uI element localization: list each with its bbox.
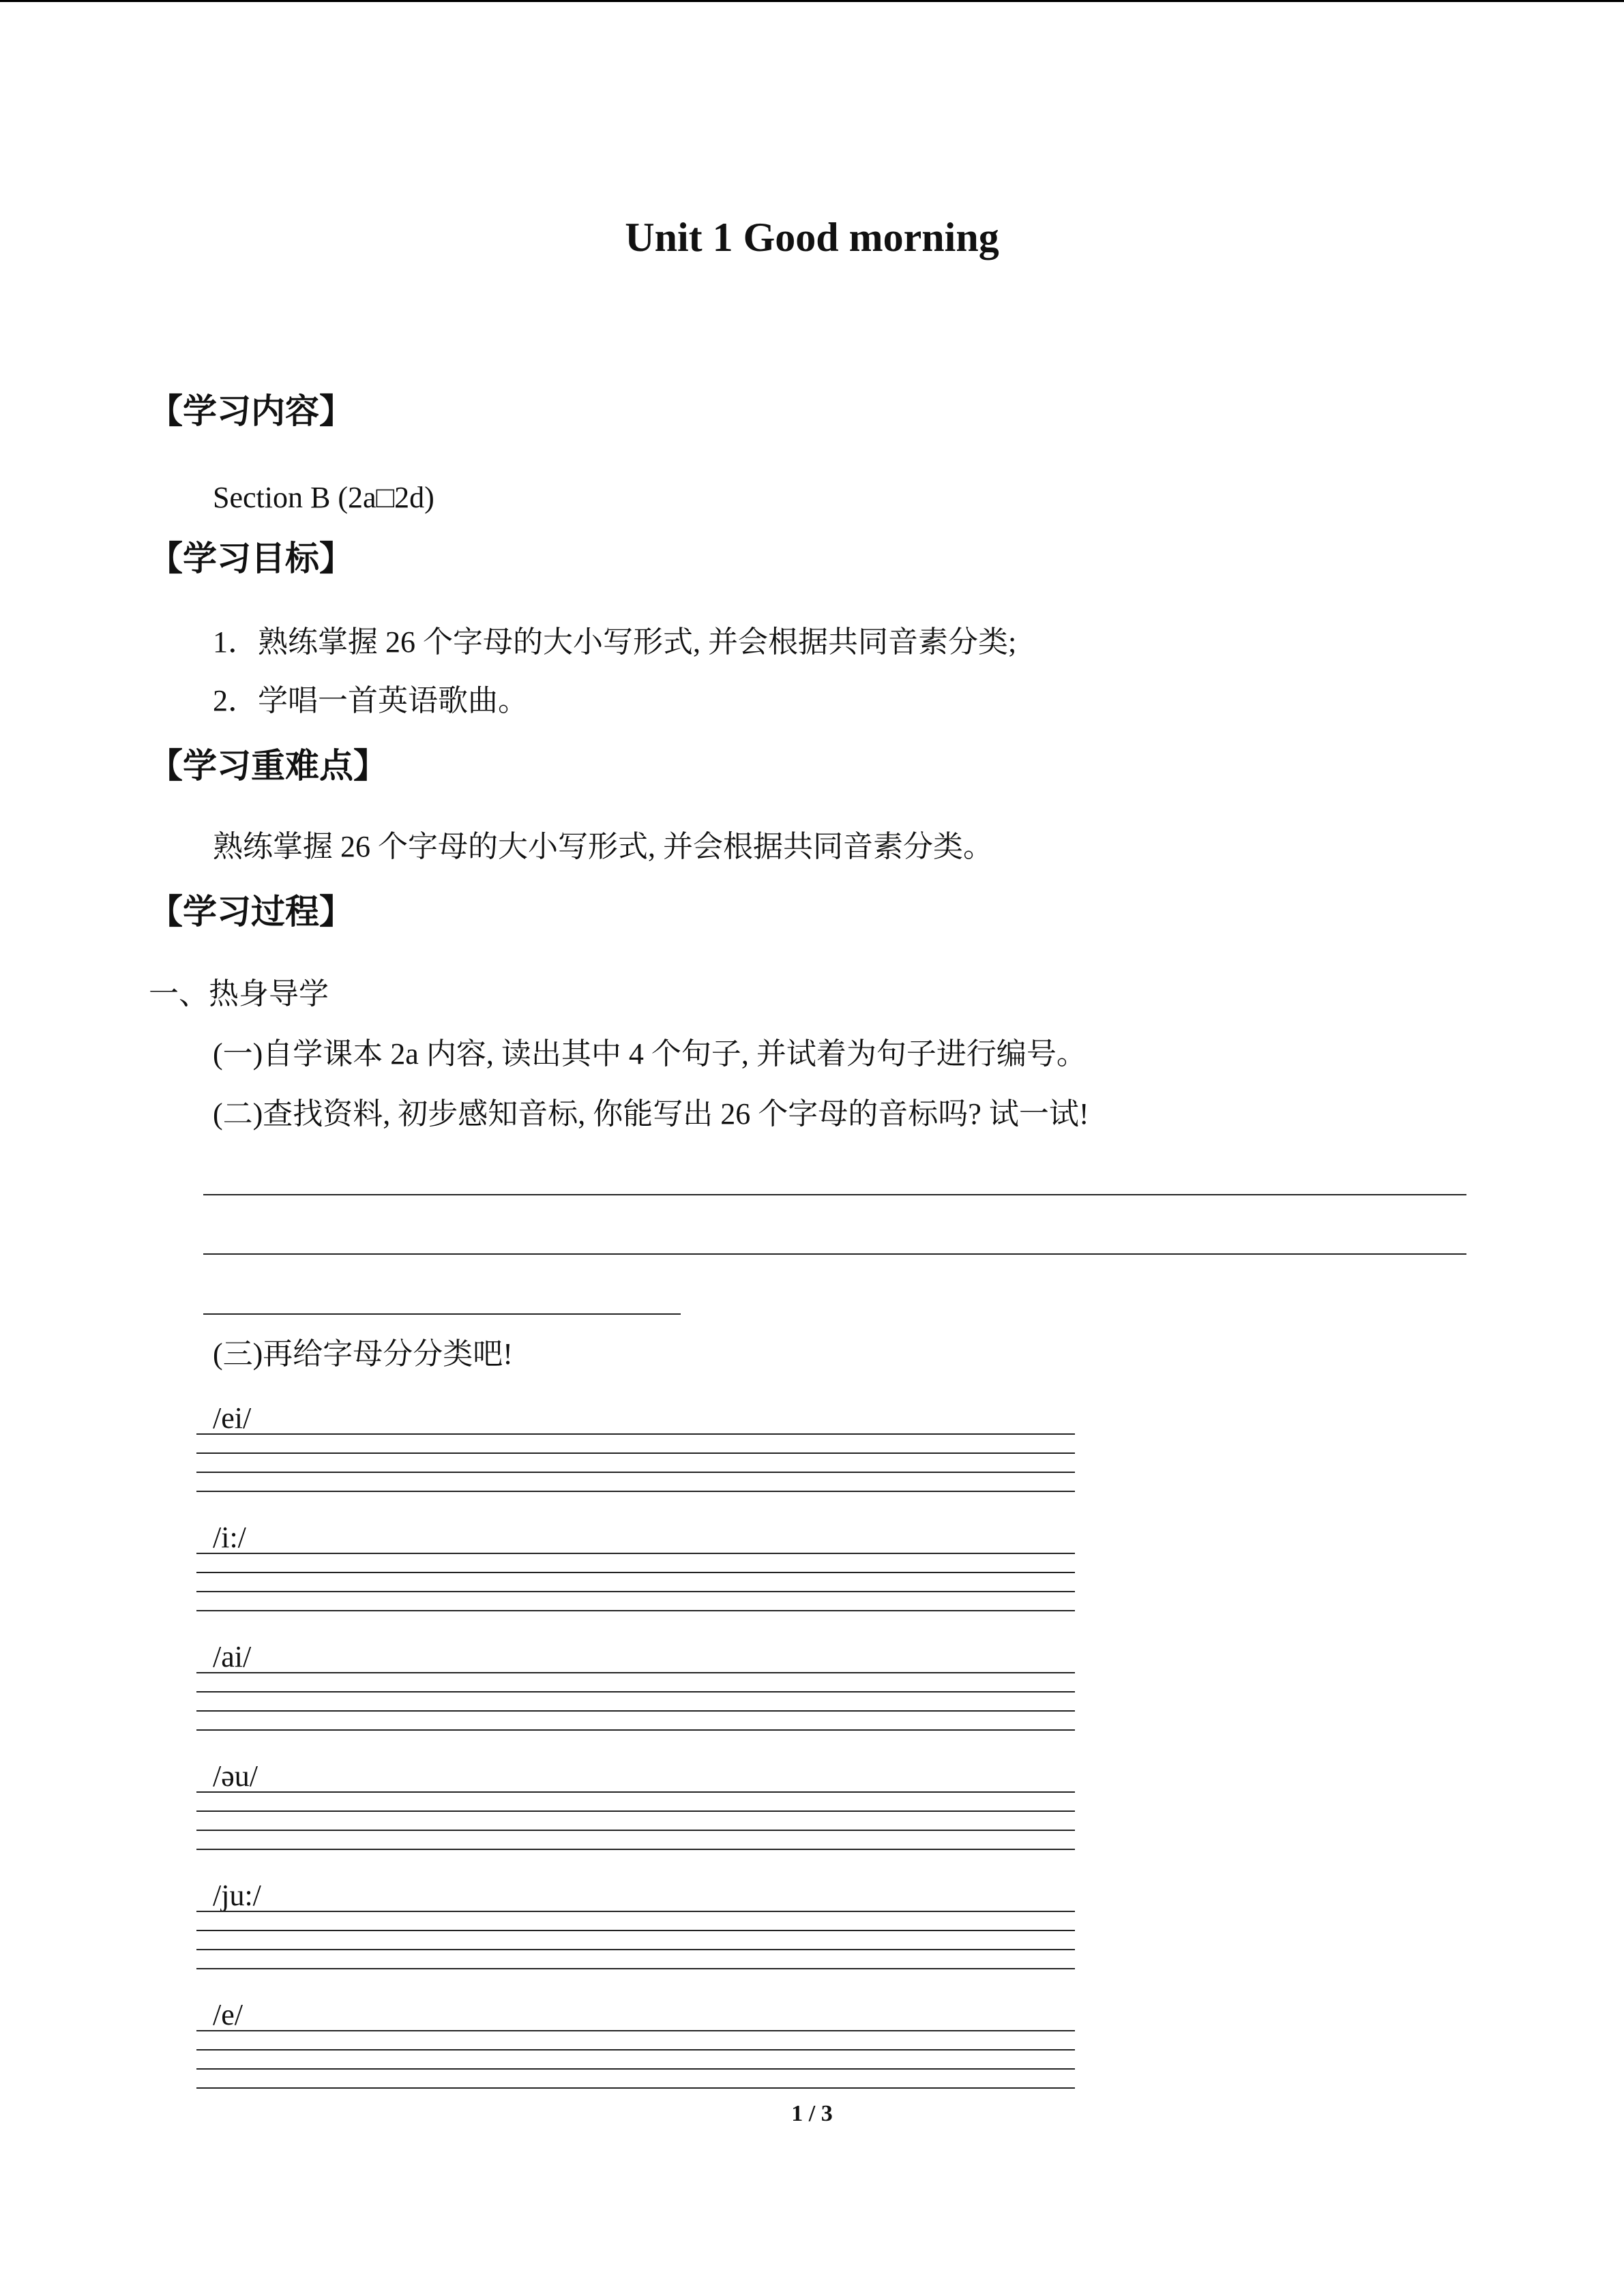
writing-line (196, 1849, 1075, 1850)
part-warmup-title: 一、热身导学 (149, 977, 329, 1011)
answer-line-1[interactable] (203, 1194, 1466, 1195)
writing-line (196, 1591, 1075, 1592)
step-3-text: (三)再给字母分分类吧! (213, 1337, 513, 1371)
goal-item-2: 2．学唱一首英语歌曲。 (213, 684, 528, 717)
writing-line (196, 1791, 1075, 1793)
writing-line (196, 1810, 1075, 1812)
page-top-border (0, 0, 1624, 2)
writing-line (196, 1691, 1075, 1693)
writing-line (196, 2068, 1075, 2070)
writing-line (196, 1491, 1075, 1492)
writing-line (196, 1949, 1075, 1950)
writing-line (196, 1729, 1075, 1731)
heading-key-points: 【学习重难点】 (149, 746, 387, 786)
document-title: Unit 1 Good morning (625, 215, 999, 260)
writing-line (196, 1911, 1075, 1912)
phonetic-group-e[interactable] (196, 1995, 1075, 2104)
learning-content-text: Section B (2a□2d) (213, 481, 434, 514)
key-points-text: 熟练掌握 26 个字母的大小写形式, 并会根据共同音素分类。 (213, 830, 993, 863)
writing-line (196, 1433, 1075, 1435)
phonetic-label: /e/ (213, 1998, 243, 2031)
heading-learning-process: 【学习过程】 (149, 892, 353, 931)
heading-learning-goals: 【学习目标】 (149, 539, 353, 578)
phonetic-group-ei[interactable] (196, 1398, 1075, 1507)
phonetic-label: /əu/ (213, 1759, 258, 1793)
phonetic-label: /ai/ (213, 1640, 252, 1673)
page-number: 1 / 3 (791, 2101, 833, 2126)
phonetic-label: /i:/ (213, 1521, 246, 1554)
step-1-text: (一)自学课本 2a 内容, 读出其中 4 个句子, 并试着为句子进行编号。 (213, 1037, 1087, 1071)
writing-line (196, 1610, 1075, 1611)
writing-line (196, 2087, 1075, 2089)
goal-item-1: 1．熟练掌握 26 个字母的大小写形式, 并会根据共同音素分类; (213, 625, 1017, 659)
writing-line (196, 1930, 1075, 1931)
writing-line (196, 1553, 1075, 1554)
writing-line (196, 1672, 1075, 1673)
writing-line (196, 1572, 1075, 1573)
answer-line-3[interactable] (203, 1313, 681, 1315)
phonetic-group-ai[interactable] (196, 1637, 1075, 1746)
writing-line (196, 1452, 1075, 1454)
writing-line (196, 1830, 1075, 1831)
heading-learning-content: 【学习内容】 (149, 391, 353, 431)
step-2-text: (二)查找资料, 初步感知音标, 你能写出 26 个字母的音标吗? 试一试! (213, 1097, 1089, 1131)
phonetic-group-ou[interactable] (196, 1756, 1075, 1865)
writing-line (196, 1710, 1075, 1712)
writing-line (196, 2030, 1075, 2031)
phonetic-group-i[interactable] (196, 1517, 1075, 1626)
phonetic-label: /ju:/ (213, 1879, 261, 1912)
writing-line (196, 2049, 1075, 2051)
phonetic-group-ju[interactable] (196, 1875, 1075, 1984)
answer-line-2[interactable] (203, 1253, 1466, 1255)
writing-line (196, 1472, 1075, 1473)
phonetic-label: /ei/ (213, 1401, 252, 1435)
writing-line (196, 1968, 1075, 1969)
